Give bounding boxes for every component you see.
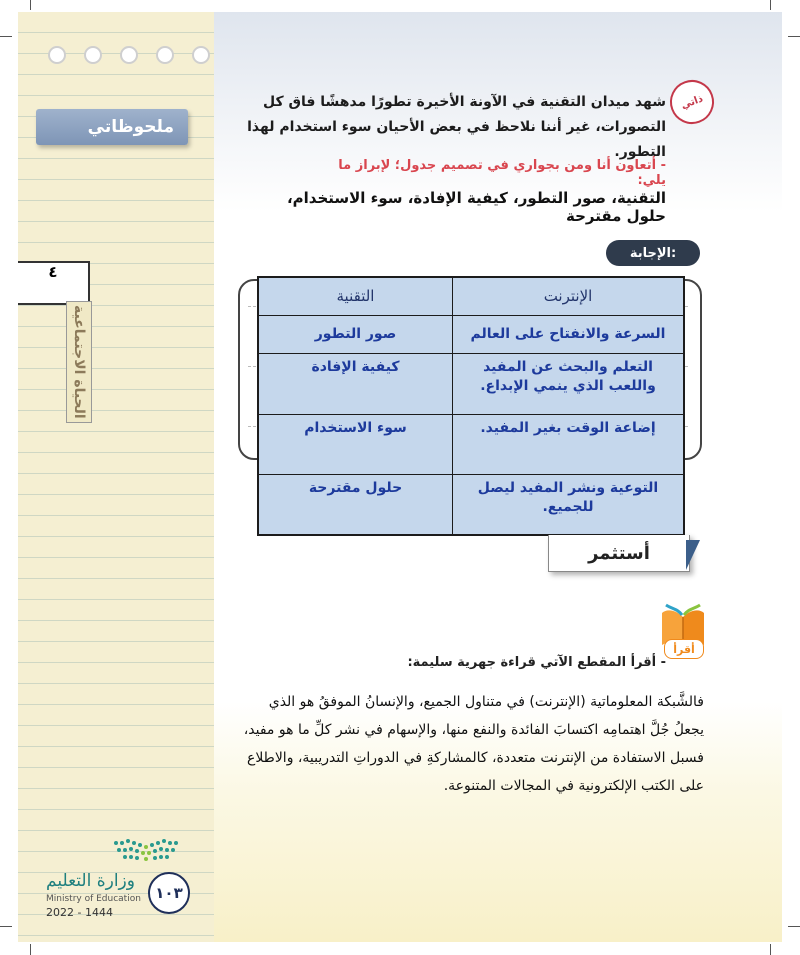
crop-mark: [0, 926, 12, 927]
crop-mark: [770, 944, 771, 955]
notes-column: [18, 12, 215, 942]
table-header-row: [258, 277, 684, 315]
ministry-name-ar: وزارة التعليم: [46, 871, 135, 891]
table-cell: التعلم والبحث عن المفيد واللعب الذي ينمي الإبداع.: [453, 354, 685, 414]
activity-instruction: - أتعاون أنا ومن بجواري في تصميم جدول؛ لإبراز ما يلي:: [338, 158, 666, 188]
intro-paragraph: شهد ميدان التقنية في الآونة الأخيرة تطورًا مدهشًا فاق كل التصورات، غير أننا نلاحظ في بعض الأحيان سوء استخدام لهذا التطور.: [247, 94, 666, 160]
read-instruction: - أقرأ المقطع الآتي قراءة جهرية سليمة:: [407, 655, 666, 670]
table-row: [258, 315, 684, 353]
table-cell: كيفية الإفادة: [258, 354, 453, 414]
crop-mark: [0, 36, 12, 37]
table-cell: السرعة والانفتاح على العالم: [453, 315, 685, 353]
table-header: الإنترنت: [453, 277, 685, 315]
reading-passage: فالشَّبكة المعلوماتية (الإنترنت) في متناول الجميع، والإنسانُ الموفقُ هو الذي يجعلُ جُلَّ اهتمامِه اكتسابَ الفائدة والنفع منها، والإسهام في نشر كلِّ ما هو مفيد، فسبل الاستفادة من الإنترنت متعددة، كالمشاركةِ في الدوراتِ التدريبية، والاطلاع على الكتب الإلكترونية في المجالات المتنوعة.: [243, 694, 704, 794]
ministry-name-en: Ministry of Education: [46, 894, 141, 904]
ministry-logo-icon: [110, 835, 182, 865]
read-icon-label: أقرأ: [664, 639, 704, 659]
answer-label: الإجابة:: [606, 240, 700, 266]
table-row: [258, 414, 684, 474]
table-cell: صور التطور: [258, 315, 453, 353]
binder-holes: [48, 46, 210, 64]
table-header: التقنية: [258, 277, 453, 315]
edition-year: 2022 - 1444: [46, 906, 113, 919]
table-cell: إضاعة الوقت بغير المفيد.: [453, 414, 685, 474]
table-cell: حلول مقترحة: [258, 475, 453, 535]
notes-label: ملحوظاتي: [36, 109, 188, 145]
self-activity-icon: ذاتي: [664, 74, 720, 130]
binder-hole: [84, 46, 102, 64]
crop-mark: [770, 0, 771, 10]
binder-hole: [156, 46, 174, 64]
page-number: ١٠٣: [148, 872, 190, 914]
crop-mark: [788, 36, 800, 37]
binder-hole: [192, 46, 210, 64]
crop-mark: [30, 944, 31, 955]
table-fields: التقنية، صور التطور، كيفية الإفادة، سوء الاستخدام، حلول مقترحة: [286, 189, 666, 225]
unit-number: ٤: [18, 261, 90, 305]
crop-mark: [30, 0, 31, 10]
unit-title-strip: [66, 301, 92, 423]
table-cell: سوء الاستخدام: [258, 414, 453, 474]
unit-title: الحياة الاجتماعية: [71, 305, 87, 419]
table-row: [258, 354, 684, 414]
binder-hole: [48, 46, 66, 64]
table-cell: التوعية ونشر المفيد ليصل للجميع.: [453, 475, 685, 535]
invest-label: أستثمر: [548, 535, 690, 572]
crop-mark: [788, 926, 800, 927]
answer-table: [257, 276, 685, 536]
binder-hole: [120, 46, 138, 64]
table-row: [258, 475, 684, 535]
